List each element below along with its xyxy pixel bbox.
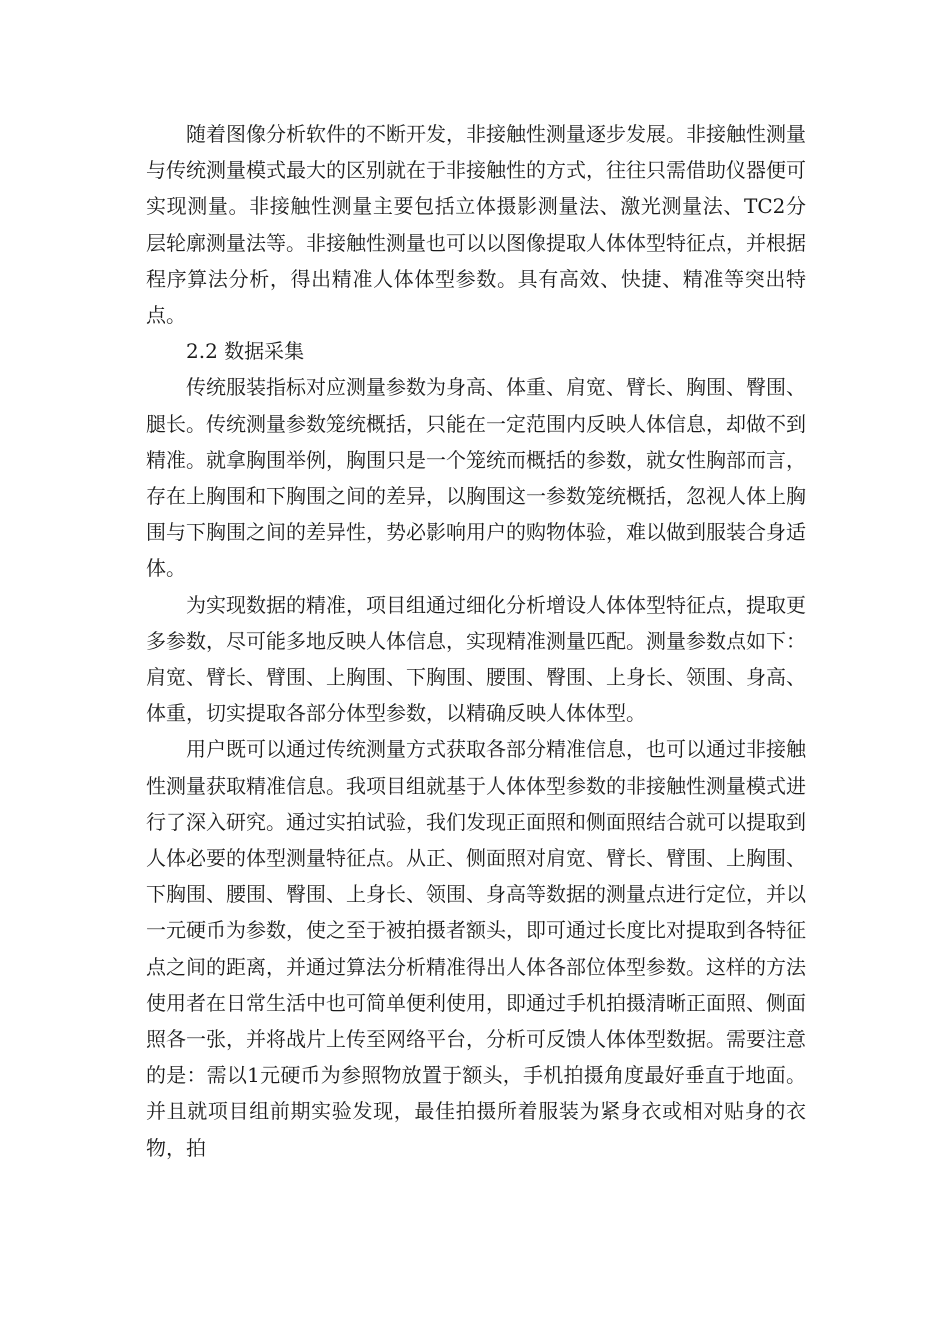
paragraph-non-contact-measurement: 随着图像分析软件的不断开发，非接触性测量逐步发展。非接触性测量与传统测量模式最大的区别就在于非接触性的方式，往往只需借助仪器便可实现测量。非接触性测量主要包括立体摄影测量法、激光测量法、TC2分层轮廓测量法等。非接触性测量也可以以图像提取人体体型特征点，并根据程序算法分析，得出精准人体体型参数。具有高效、快捷、精准等突出特点。	[146, 122, 806, 328]
paragraph-traditional-parameters: 传统服装指标对应测量参数为身高、体重、肩宽、臂长、胸围、臀围、腿长。传统测量参数笼统概括，只能在一定范围内反映人体信息，却做不到精准。就拿胸围举例，胸围只是一个笼统而概括的参数，就女性胸部而言，存在上胸围和下胸围之间的差异，以胸围这一参数笼统概括，忽视人体上胸围与下胸围之间的差异性，势必影响用户的购物体验，难以做到服装合身适体。	[146, 375, 806, 581]
document-body	[146, 116, 806, 1166]
section-heading: 2.2 数据采集	[186, 339, 305, 364]
paragraph-feature-points: 为实现数据的精准，项目组通过细化分析增设人体体型特征点，提取更多参数，尽可能多地反映人体信息，实现精准测量匹配。测量参数点如下：肩宽、臂长、臂围、上胸围、下胸围、腰围、臀围、上身长、领围、身高、体重，切实提取各部分体型参数，以精确反映人体体型。	[146, 592, 806, 726]
paragraph-photo-measurement: 用户既可以通过传统测量方式获取各部分精准信息，也可以通过非接触性测量获取精准信息。我项目组就基于人体体型参数的非接触性测量模式进行了深入研究。通过实拍试验，我们发现正面照和侧面照结合就可以提取到人体必要的体型测量特征点。从正、侧面照对肩宽、臂长、臂围、上胸围、下胸围、腰围、臀围、上身长、领围、身高等数据的测量点进行定位，并以一元硬币为参数，使之至于被拍摄者额头，即可通过长度比对提取到各特征点之间的距离，并通过算法分析精准得出人体各部位体型参数。这样的方法使用者在日常生活中也可简单便利使用，即通过手机拍摄清晰正面照、侧面照各一张，并将战片上传至网络平台，分析可反馈人体体型数据。需要注意的是：需以1元硬币为参照物放置于额头，手机拍摄角度最好垂直于地面。并且就项目组前期实验发现，最佳拍摄所着服装为紧身衣或相对贴身的衣物，拍	[146, 737, 806, 1160]
